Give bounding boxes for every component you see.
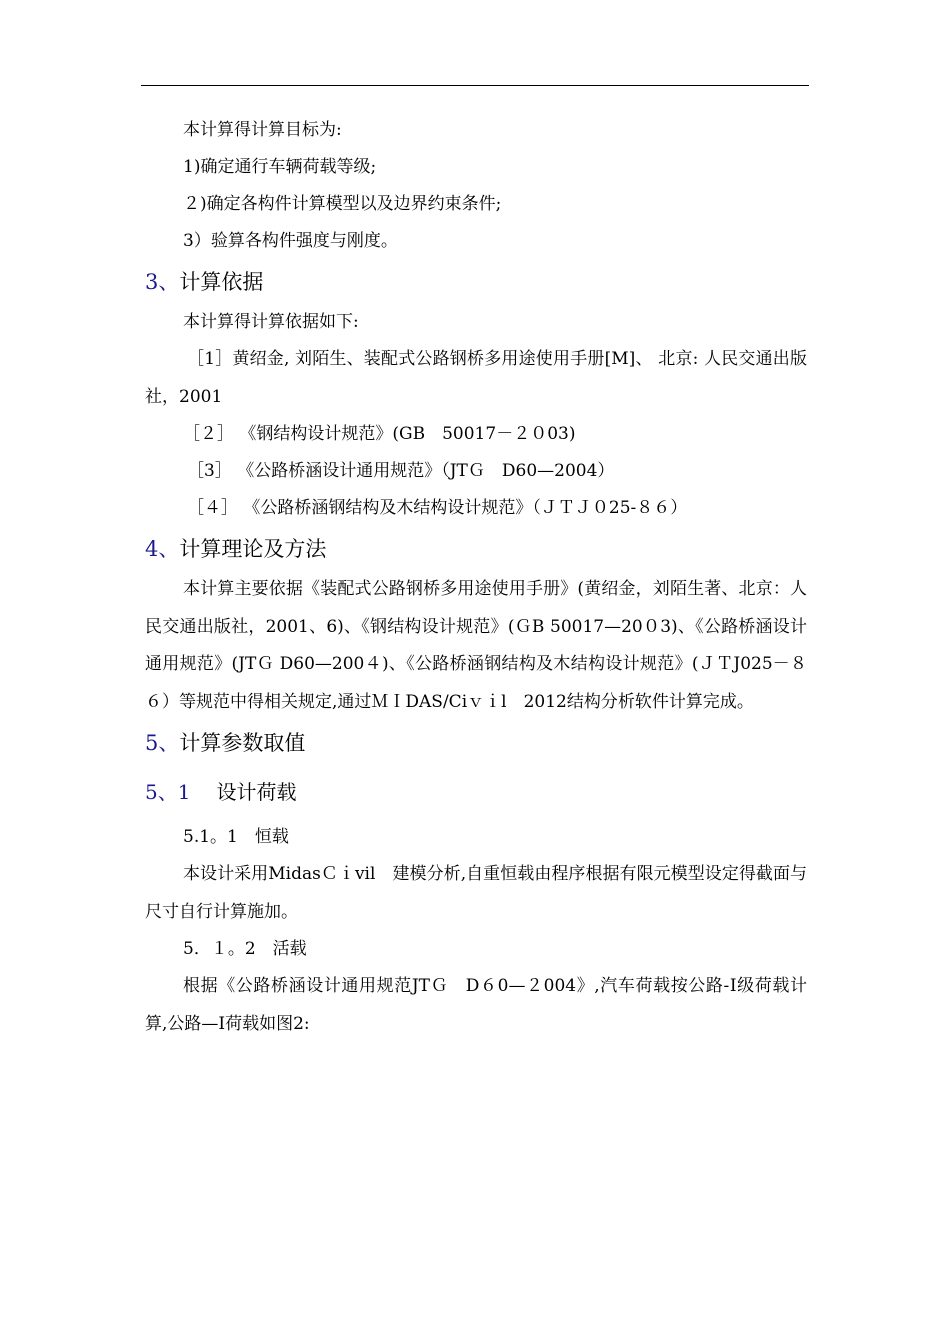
- section-title: 计算参数取值: [179, 731, 306, 755]
- live-load-paragraph: 根据《公路桥涵设计通用规范JTＧ D６0—２004》,汽车荷载按公路-Ⅰ级荷载计算,公路—Ⅰ荷载如图2:: [145, 976, 807, 1034]
- reference-item: ［４］ 《公路桥涵钢结构及木结构设计规范》（ＪＴＪ０25-８６）: [187, 498, 688, 518]
- method-paragraph: 本计算主要依据《装配式公路钢桥多用途使用手册》(黄绍金，刘陌生著、北京：人民交通出版社，2001、6)、《钢结构设计规范》(ＧB 50017—20０3)、《公路桥涵设计通用规范》(JTＧ D60—200４)、《公路桥涵钢结构及木结构设计规范》(ＪＴJ025－８６）等规范中得相关规定,通过ＭＩDAS/Ciｖｉl 2012结构分析软件计算完成。: [145, 579, 807, 712]
- goal-item: ２)确定各构件计算模型以及边界约束条件;: [183, 194, 502, 214]
- document-body: [145, 112, 807, 1043]
- live-load-heading: 5．１。2 活载: [183, 939, 307, 959]
- reference-item: ［1］黄绍金, 刘陌生、装配式公路钢桥多用途使用手册[M]、 北京: 人民交通出版社，2001: [145, 349, 807, 407]
- reference-item: ［２］ 《钢结构设计规范》(GB 50017－２０03): [183, 424, 576, 444]
- section-number: 4、: [145, 537, 180, 561]
- subsection-number: 5、1: [145, 780, 191, 804]
- subsection-heading-5-1: [145, 765, 807, 819]
- section-title: 计算理论及方法: [179, 537, 327, 561]
- reference-item: ［3］ 《公路桥涵设计通用规范》（JTＧ D60—2004）: [187, 461, 615, 481]
- header-rule: [141, 85, 809, 86]
- dead-load-heading: 5.1。1 恒载: [183, 827, 289, 847]
- dead-load-paragraph: 本设计采用MidasＣｉvil 建模分析,自重恒载由程序根据有限元模型设定得截面与尺寸自行计算施加。: [145, 864, 807, 922]
- goal-item: 3）验算各构件强度与刚度。: [183, 231, 398, 251]
- section-title: 计算依据: [179, 270, 264, 294]
- goals-intro: 本计算得计算目标为:: [183, 120, 342, 140]
- section-heading-4: [145, 527, 807, 571]
- basis-intro: 本计算得计算依据如下:: [183, 312, 359, 332]
- section-number: 5、: [145, 731, 180, 755]
- section-heading-3: [145, 260, 807, 304]
- section-number: 3、: [145, 270, 180, 294]
- section-heading-5: [145, 721, 807, 765]
- goal-item: 1)确定通行车辆荷载等级;: [183, 157, 377, 177]
- subsection-title: 设计荷载: [216, 780, 297, 804]
